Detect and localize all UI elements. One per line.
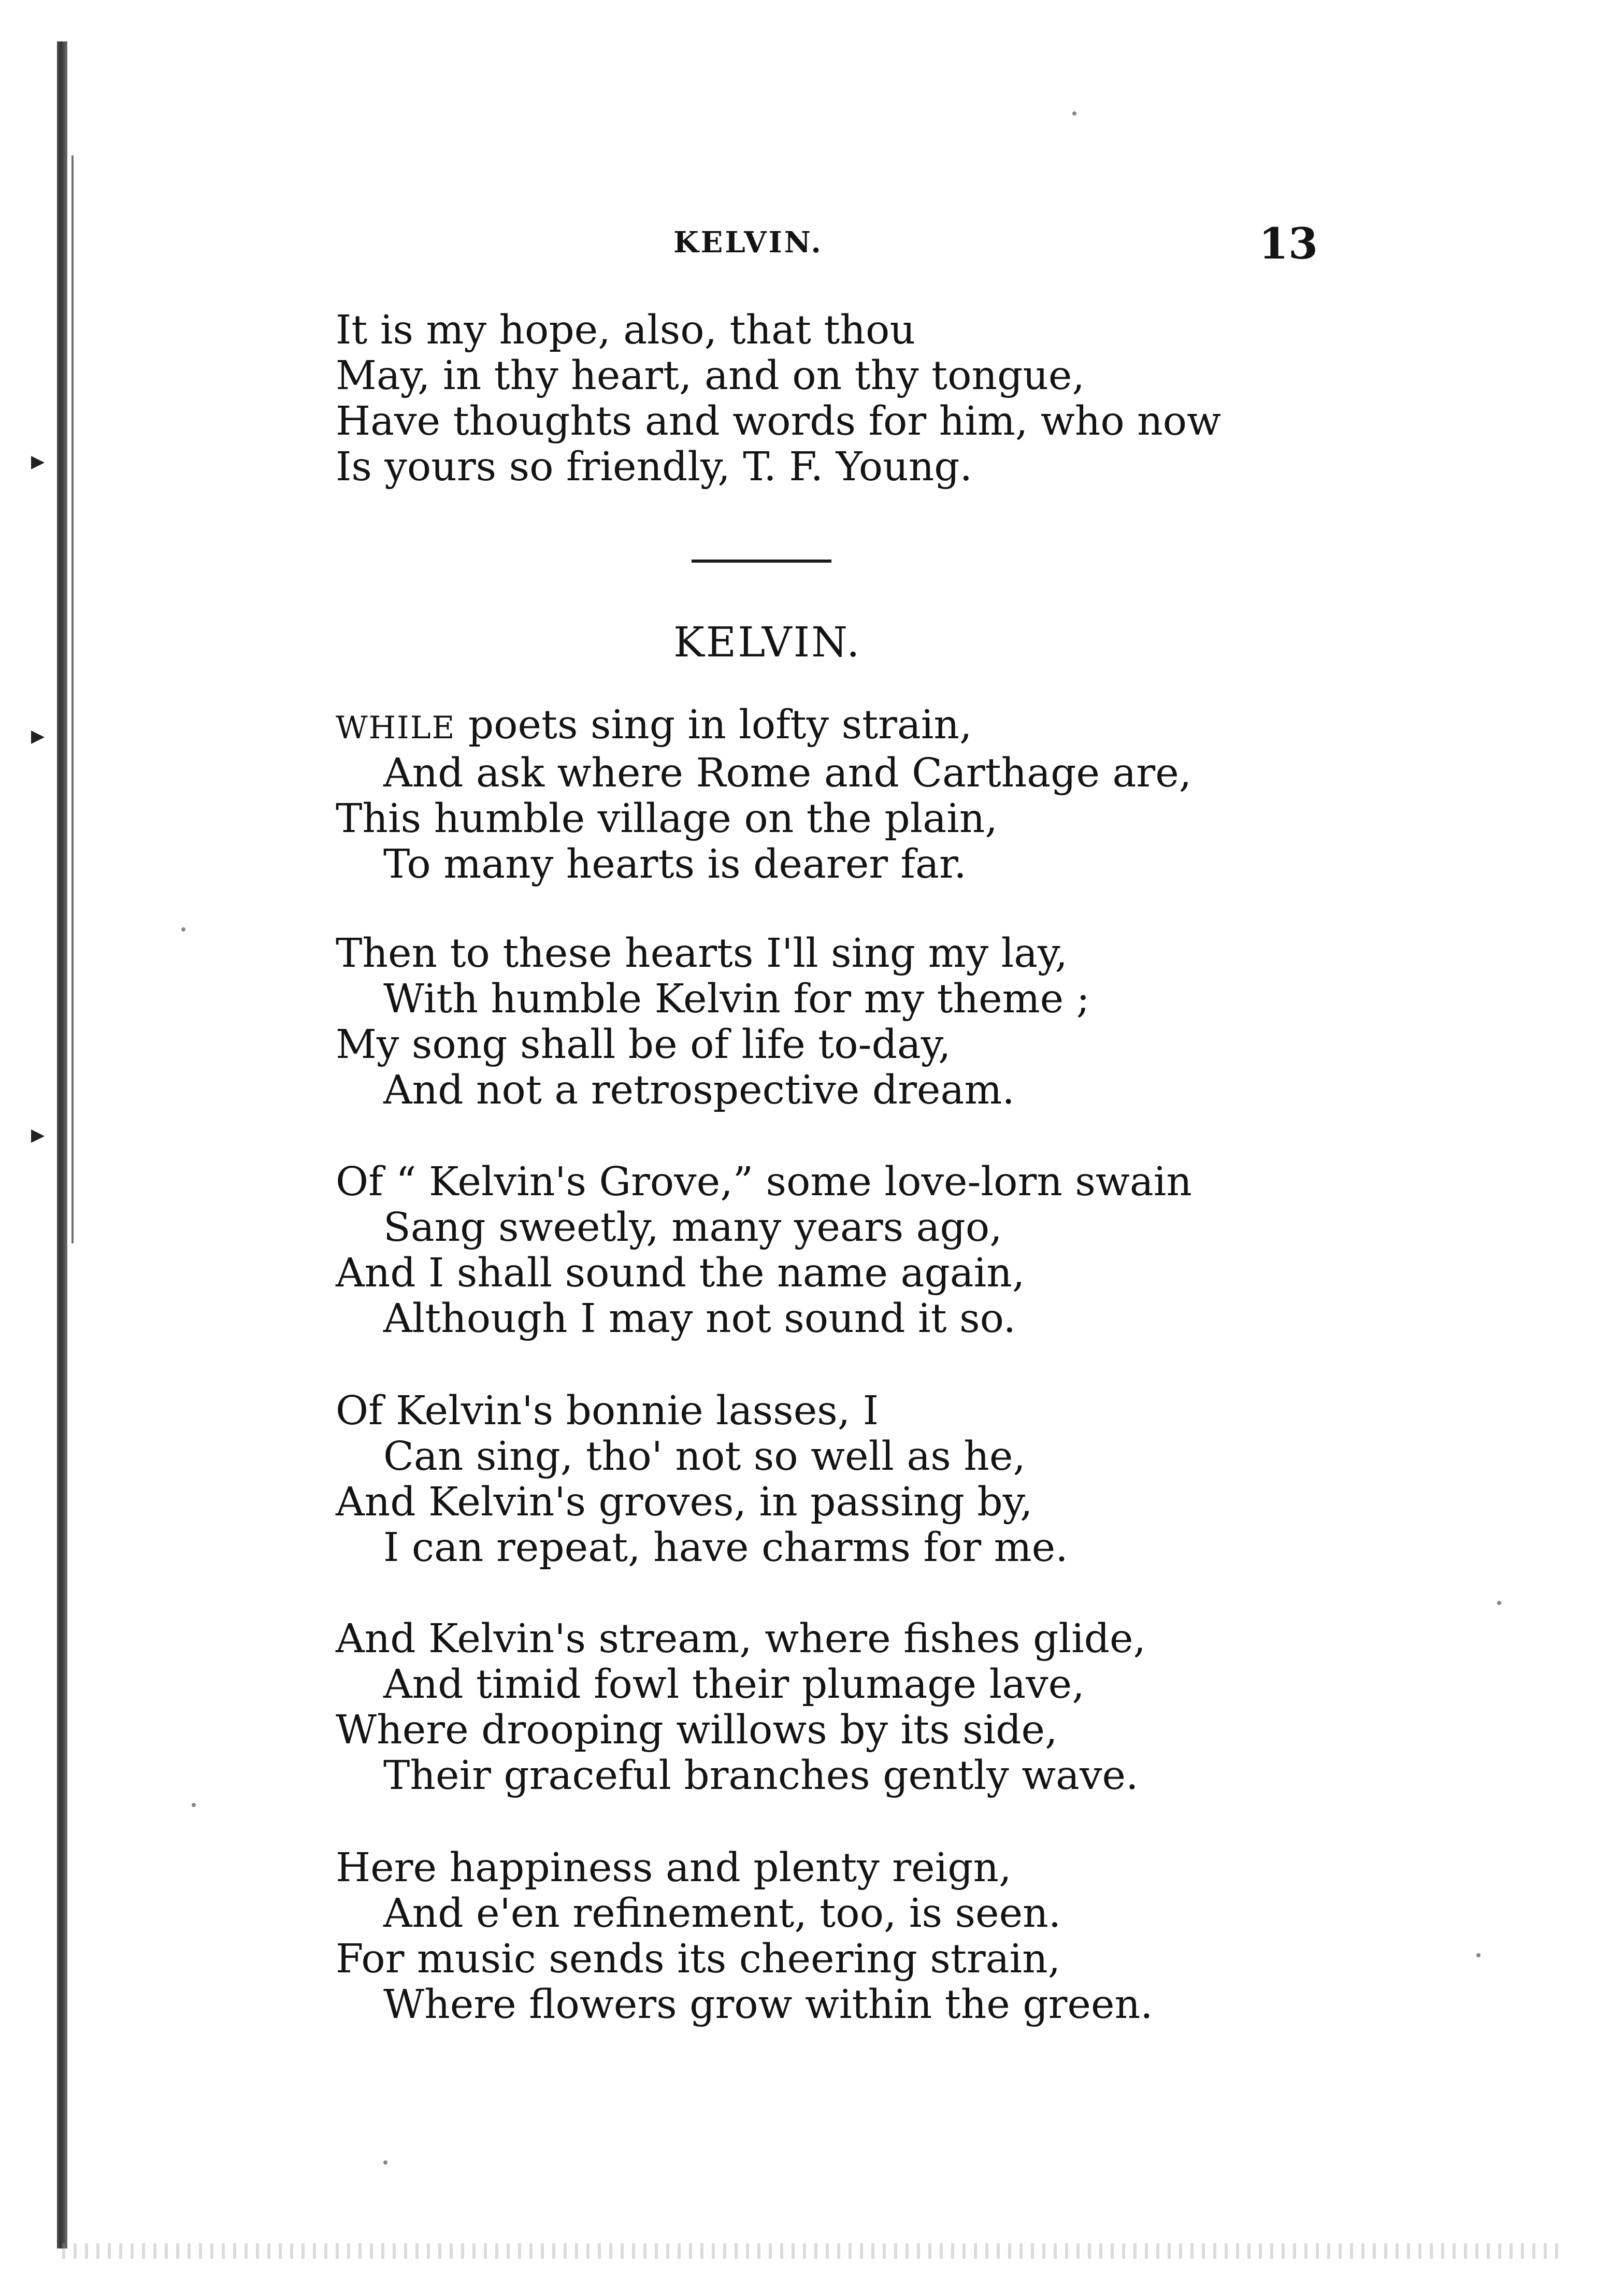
- speck: [192, 1803, 196, 1807]
- verse-line: Here happiness and plenty reign,: [336, 1845, 1012, 1891]
- verse-line: And ask where Rome and Carthage are,: [383, 750, 1192, 796]
- opening-rest: poets sing in lofty strain,: [455, 702, 972, 748]
- verse-line: With humble Kelvin for my theme ;: [383, 976, 1090, 1022]
- stanza-4: [336, 1388, 1068, 1571]
- verse-line: And not a retrospective dream.: [383, 1067, 1015, 1113]
- binding-edge: [57, 41, 67, 2248]
- verse-line: For music sends its cheering strain,: [336, 1936, 1061, 1982]
- verse-line: I can repeat, have charms for me.: [383, 1525, 1068, 1571]
- verse-line: Have thoughts and words for him, who now: [336, 398, 1221, 445]
- speck: [181, 927, 185, 932]
- verse-line: [336, 703, 1191, 751]
- verse-line: And Kelvin's stream, where fishes glide,: [336, 1616, 1146, 1662]
- verse-line: And I shall sound the name again,: [336, 1250, 1025, 1296]
- margin-mark: [31, 456, 45, 469]
- running-head: KELVIN.: [673, 225, 823, 260]
- verse-line: Their graceful branches gently wave.: [383, 1753, 1139, 1799]
- verse-line: Can sing, tho' not so well as he,: [383, 1434, 1026, 1480]
- binding-shadow: [71, 155, 74, 1243]
- poem-title: KELVIN.: [673, 618, 861, 666]
- stanza-3: [336, 1159, 1192, 1342]
- page-number: 13: [1259, 219, 1318, 269]
- verse-line: This humble village on the plain,: [336, 796, 998, 842]
- bottom-smudge: [62, 2243, 1564, 2259]
- preceding-stanza: [336, 308, 1221, 490]
- verse-line: Of “ Kelvin's Grove,” some love-lorn swain: [336, 1159, 1192, 1205]
- margin-mark: [31, 730, 45, 744]
- verse-line: Where flowers grow within the green.: [383, 1982, 1153, 2028]
- verse-line: Is yours so friendly, T. F. Young.: [336, 444, 973, 490]
- speck: [383, 2160, 387, 2165]
- verse-line: To many hearts is dearer far.: [383, 841, 967, 887]
- stanza-5: [336, 1616, 1146, 1799]
- stanza-1: [336, 703, 1191, 887]
- verse-line: Of Kelvin's bonnie lasses, I: [336, 1388, 879, 1434]
- speck: [1072, 111, 1076, 116]
- verse-line: May, in thy heart, and on thy tongue,: [336, 353, 1085, 399]
- verse-line: Where drooping willows by its side,: [336, 1707, 1058, 1753]
- verse-line: Sang sweetly, many years ago,: [383, 1205, 1002, 1251]
- verse-line: And e'en refinement, too, is seen.: [383, 1890, 1061, 1937]
- verse-line: It is my hope, also, that thou: [336, 307, 915, 353]
- speck: [1476, 1953, 1481, 1957]
- speck: [1497, 1601, 1501, 1605]
- stanza-2: [336, 931, 1090, 1113]
- verse-line: My song shall be of life to-day,: [336, 1022, 951, 1068]
- verse-line: And Kelvin's groves, in passing by,: [336, 1479, 1033, 1525]
- verse-line: Although I may not sound it so.: [383, 1296, 1016, 1342]
- initial-caps: WHILE: [336, 710, 456, 746]
- margin-mark: [31, 1129, 45, 1143]
- verse-line: And timid fowl their plumage lave,: [383, 1661, 1085, 1708]
- verse-line: Then to these hearts I'll sing my lay,: [336, 930, 1068, 977]
- section-rule: [692, 560, 831, 563]
- stanza-6: [336, 1845, 1153, 2028]
